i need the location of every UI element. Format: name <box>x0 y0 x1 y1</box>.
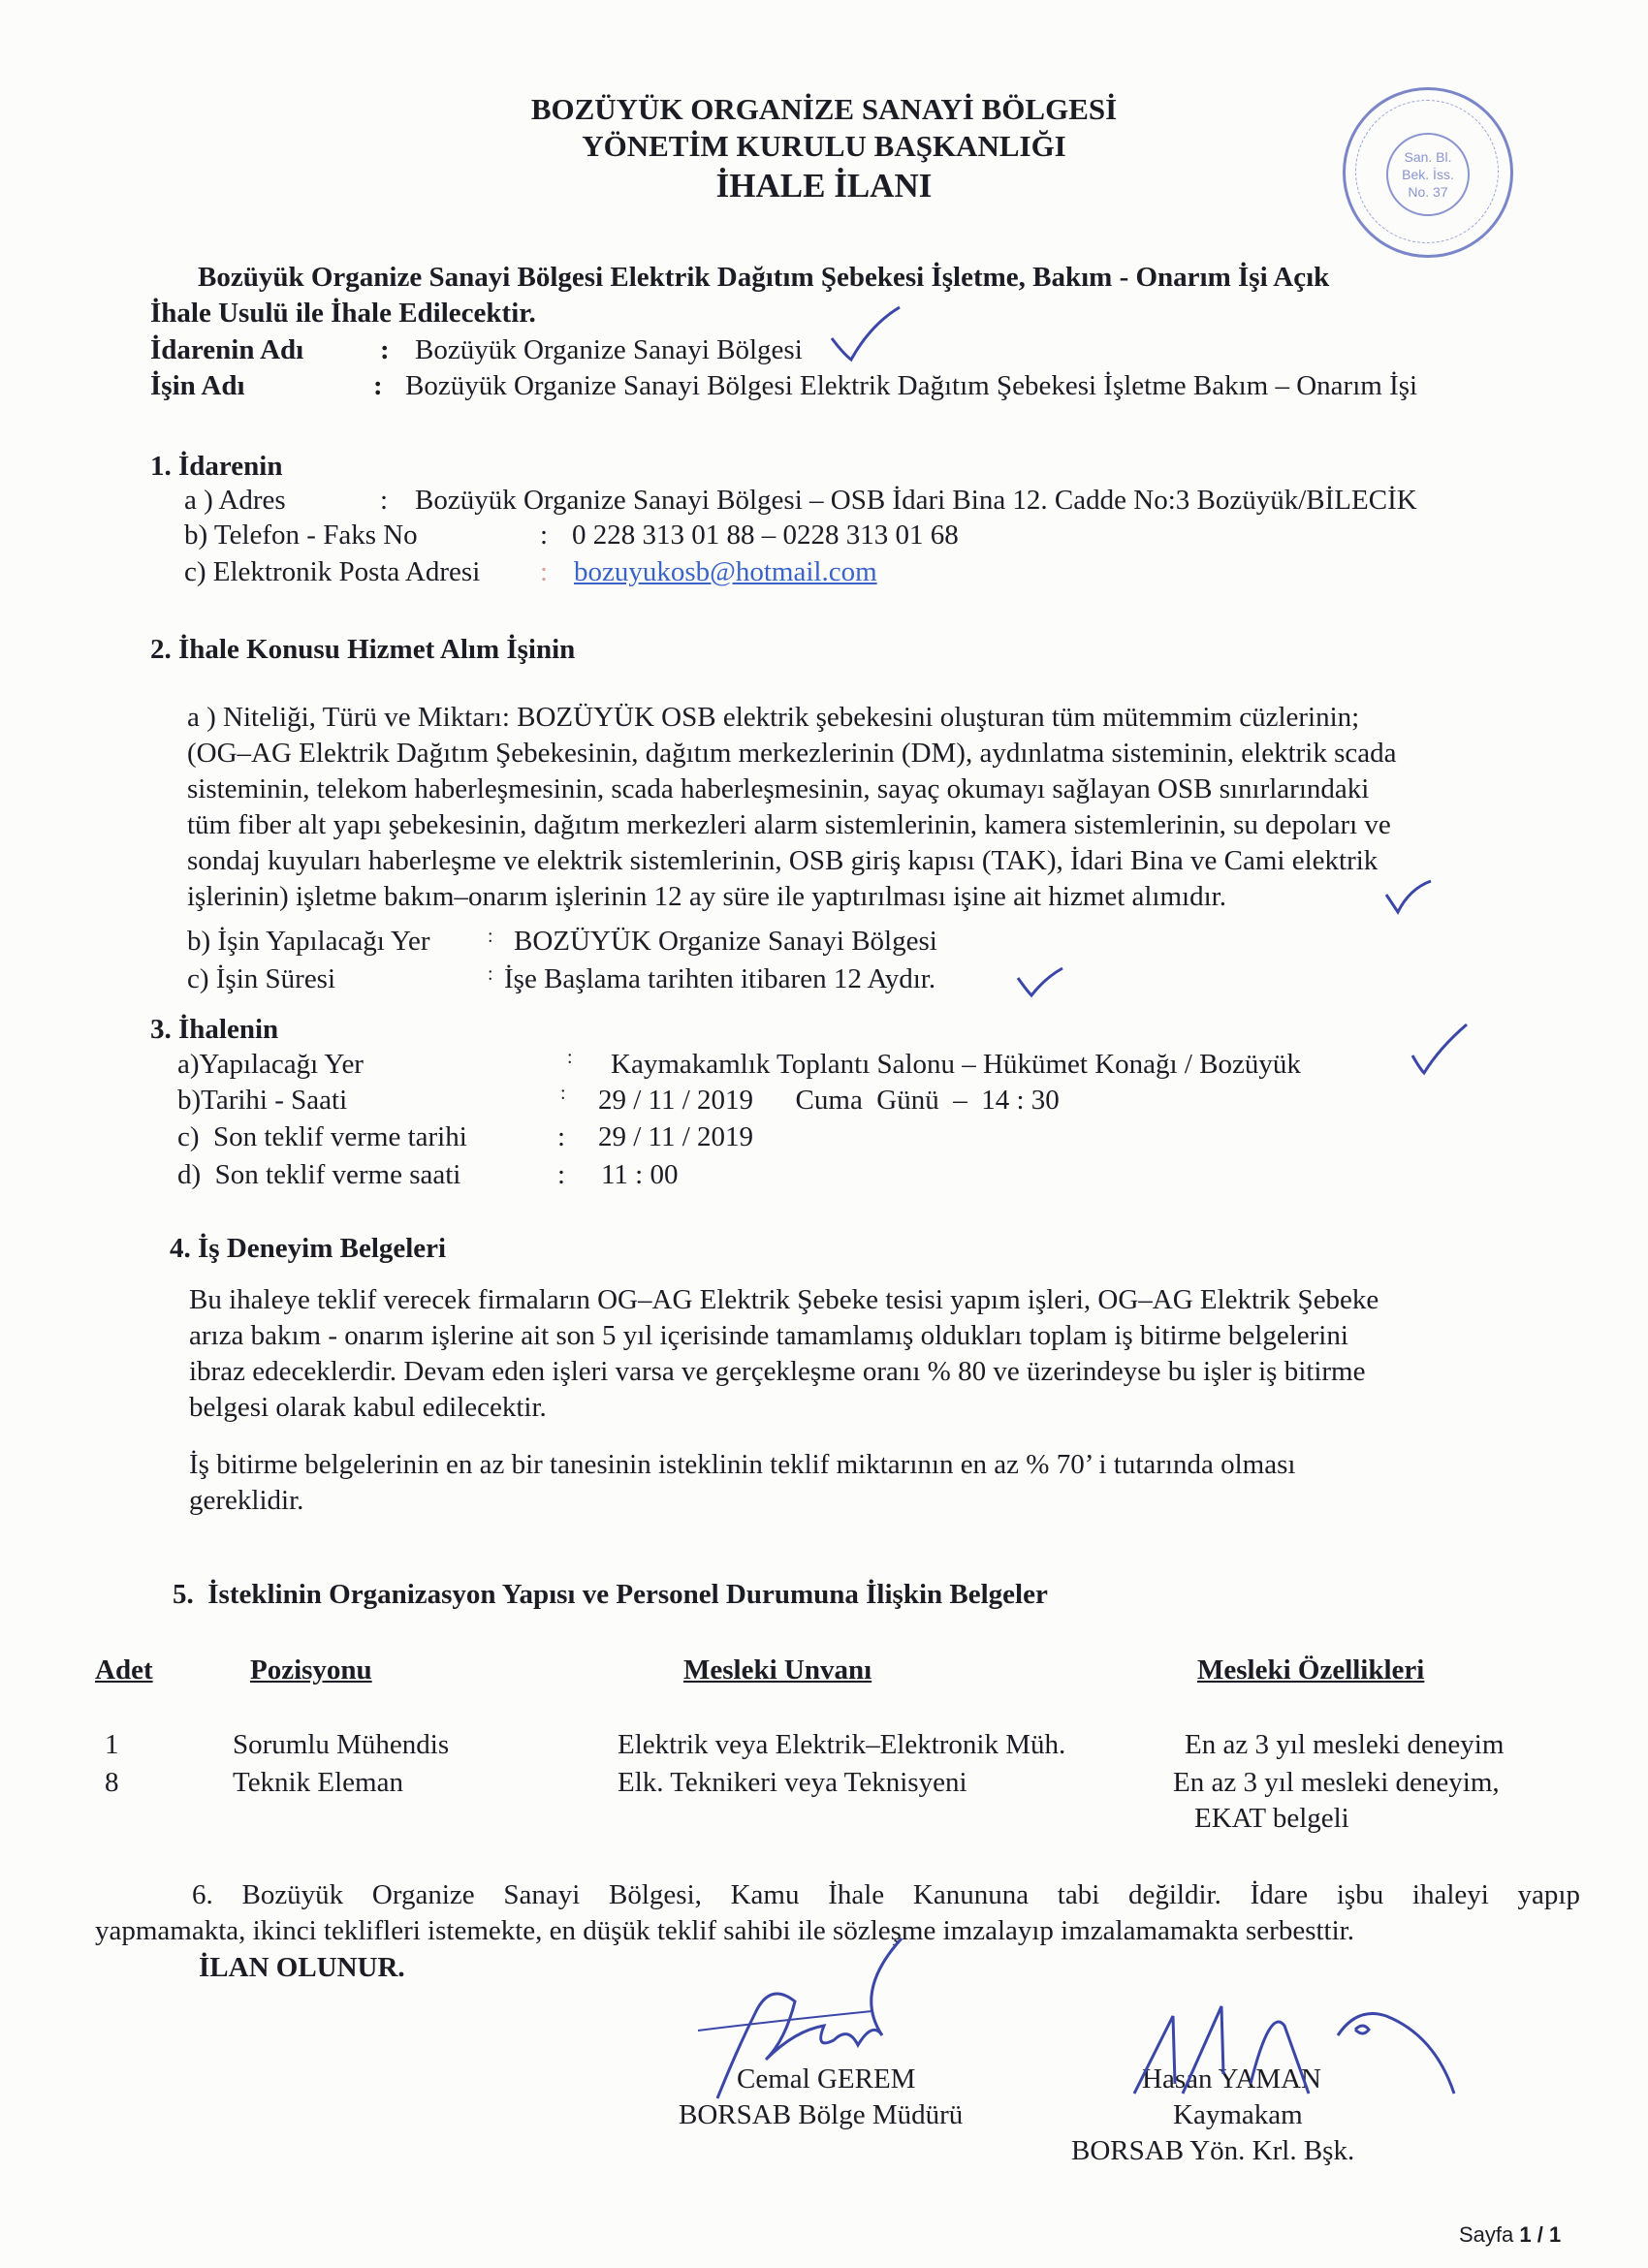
section-4-line: Bu ihaleye teklif verecek firmaların OG–AG Elektrik Şebeke tesisi yapım işleri, OG–AG Elektrik Şebeke <box>189 1284 1379 1315</box>
email-label: c) Elektronik Posta Adresi <box>184 556 481 587</box>
ihale-yer-label: a)Yapılacağı Yer <box>177 1049 364 1080</box>
section-4-line: ibraz edeceklerdir. Devam eden işleri varsa ve gerçekleşme oranı % 80 ve üzerindeyse bu işler iş bitirme <box>189 1356 1366 1387</box>
col-pozisyon: Pozisyonu <box>250 1654 372 1685</box>
header-line-1: BOZÜYÜK ORGANİZE SANAYİ BÖLGESİ <box>530 92 1118 126</box>
yer-colon: : <box>488 926 493 947</box>
checkmark-icon <box>1384 877 1433 916</box>
signatory-title: Kaymakam <box>1173 2099 1303 2130</box>
table-cell-pozisyon: Teknik Eleman <box>233 1767 403 1798</box>
intro-line-1: Bozüyük Organize Sanayi Bölgesi Elektrik Dağıtım Şebekesi İşletme, Bakım - Onarım İşi Açık <box>198 262 1330 293</box>
page-label: Sayfa <box>1459 2222 1520 2247</box>
signature-icon <box>679 1934 911 2108</box>
section-2-paragraph <box>187 700 1580 915</box>
signatory-name: Cemal GEREM <box>737 2063 916 2095</box>
page-number <box>1459 2222 1561 2248</box>
signatory-title: BORSAB Bölge Müdürü <box>679 2099 964 2130</box>
checkmark-icon <box>1410 1023 1469 1076</box>
section-2-line: tüm fiber alt yapı şebekesinin, dağıtım merkezleri alarm sistemlerinin, kamera sistemlerinin, su depoları ve <box>187 809 1391 840</box>
is-value: Bozüyük Organize Sanayi Bölgesi Elektrik Dağıtım Şebekesi İşletme Bakım – Onarım İşi <box>405 370 1418 401</box>
son-teklif-saat-value: 11 : 00 <box>601 1159 679 1190</box>
sure-colon: : <box>488 963 493 985</box>
section-5-title: 5. İsteklinin Organizasyon Yapısı ve Personel Durumuna İlişkin Belgeler <box>173 1579 1048 1610</box>
telefon-value: 0 228 313 01 88 – 0228 313 01 68 <box>572 520 959 551</box>
adres-label: a ) Adres <box>184 485 286 516</box>
col-adet: Adet <box>95 1654 153 1685</box>
son-teklif-saat-colon: : <box>557 1159 566 1190</box>
idare-label: İdarenin Adı <box>150 334 304 365</box>
table-cell-adet: 8 <box>105 1767 119 1798</box>
is-label: İşin Adı <box>150 370 245 401</box>
table-cell-pozisyon: Sorumlu Mühendis <box>233 1729 450 1760</box>
adres-value: Bozüyük Organize Sanayi Bölgesi – OSB İdari Bina 12. Cadde No:3 Bozüyük/BİLECİK <box>415 485 1417 516</box>
section-4-line: arıza bakım - onarım işlerine ait son 5 yıl içerisinde tamamlamış oldukları toplam iş bitirme belgelerini <box>189 1320 1348 1351</box>
header-line-2: YÖNETİM KURULU BAŞKANLIĞI <box>582 129 1066 163</box>
idare-value: Bozüyük Organize Sanayi Bölgesi <box>415 334 803 365</box>
sure-label: c) İşin Süresi <box>187 963 336 994</box>
closing-text: İLAN OLUNUR. <box>199 1952 405 1983</box>
official-stamp-icon <box>1343 87 1513 258</box>
section-6-line: yapmamakta, ikinci teklifleri istemekte, en düşük teklif sahibi ile sözleşme imzalayıp imzalamamakta serbesttir. <box>95 1915 1354 1946</box>
tarih-value: 29 / 11 / 2019 Cuma Günü – 14 : 30 <box>598 1085 1060 1116</box>
section-2-line: işlerinin) işletme bakım–onarım işlerinin 12 ay süre ile yaptırılması işine ait hizmet alımıdır. <box>187 881 1226 912</box>
table-cell-adet: 1 <box>105 1729 119 1760</box>
telefon-label: b) Telefon - Faks No <box>184 520 418 551</box>
section-2-line: a ) Niteliği, Türü ve Miktarı: BOZÜYÜK OSB elektrik şebekesini oluşturan tüm mütemmim cüzlerinin; <box>187 702 1360 733</box>
checkmark-icon <box>1016 964 1064 999</box>
idare-colon: : <box>380 334 390 365</box>
tarih-label: b)Tarihi - Saati <box>177 1085 348 1116</box>
section-2-title: 2. İhale Konusu Hizmet Alım İşinin <box>150 634 576 665</box>
section-2-line: sondaj kuyuları haberleşme ve elektrik sistemlerinin, OSB giriş kapısı (TAK), İdari Bina ve Cami elektrik <box>187 845 1379 876</box>
tarih-colon: : <box>560 1083 566 1104</box>
section-4-line: gereklidir. <box>189 1485 304 1516</box>
section-2-line: sisteminin, telekom haberleşmesinin, scada haberleşmesinin, sayaç okumayı sağlayan OSB sınırlarındaki <box>187 773 1370 804</box>
adres-colon: : <box>380 485 389 516</box>
page-title: İHALE İLANI <box>715 167 933 205</box>
section-3-title: 3. İhalenin <box>150 1014 279 1045</box>
col-unvan: Mesleki Unvanı <box>683 1654 872 1685</box>
stamp-text: No. 37 <box>1408 184 1448 200</box>
email-link[interactable]: bozuyukosb@hotmail.com <box>574 556 877 587</box>
checkmark-icon <box>824 305 902 363</box>
ihale-yer-colon: : <box>567 1047 573 1068</box>
section-2-line: (OG–AG Elektrik Dağıtım Şebekesinin, dağıtım merkezlerinin (DM), aydınlatma sisteminin, elektrik scada <box>187 738 1397 769</box>
is-colon: : <box>373 370 383 401</box>
email-colon: : <box>540 556 549 587</box>
son-teklif-tarih-label: c) Son teklif verme tarihi <box>177 1121 467 1152</box>
son-teklif-tarih-colon: : <box>557 1121 566 1152</box>
signatory-name: Hasan YAMAN <box>1142 2063 1321 2095</box>
intro-line-2: İhale Usulü ile İhale Edilecektir. <box>150 298 536 329</box>
sure-value: İşe Başlama tarihten itibaren 12 Aydır. <box>504 963 936 994</box>
page-value: 1 / 1 <box>1519 2222 1562 2247</box>
ihale-yer-value: Kaymakamlık Toplantı Salonu – Hükümet Konağı / Bozüyük <box>611 1049 1301 1080</box>
col-ozellik: Mesleki Özellikleri <box>1197 1654 1425 1685</box>
telefon-colon: : <box>540 520 549 551</box>
section-1-title: 1. İdarenin <box>150 451 283 482</box>
section-4-line: İş bitirme belgelerinin en az bir tanesinin isteklinin teklif miktarının en az % 70’ i tutarında olması <box>189 1449 1296 1480</box>
table-cell-ozellik: En az 3 yıl mesleki deneyim <box>1185 1729 1505 1760</box>
son-teklif-tarih-value: 29 / 11 / 2019 <box>598 1121 754 1152</box>
table-cell-ozellik: En az 3 yıl mesleki deneyim, <box>1173 1767 1500 1798</box>
yer-label: b) İşin Yapılacağı Yer <box>187 926 430 957</box>
stamp-text: Bek. İss. <box>1402 167 1454 182</box>
table-cell-ozellik-2: EKAT belgeli <box>1194 1803 1349 1834</box>
signatory-title: BORSAB Yön. Krl. Bşk. <box>1071 2135 1355 2166</box>
section-6-line: 6. Bozüyük Organize Sanayi Bölgesi, Kamu İhale Kanununa tabi değildir. İdare işbu ihaleyi yapıp <box>192 1879 1580 1910</box>
son-teklif-saat-label: d) Son teklif verme saati <box>177 1159 461 1190</box>
yer-value: BOZÜYÜK Organize Sanayi Bölgesi <box>514 926 937 957</box>
table-cell-unvan: Elektrik veya Elektrik–Elektronik Müh. <box>618 1729 1066 1760</box>
section-4-paragraph-1 <box>189 1282 1580 1426</box>
stamp-text: San. Bl. <box>1404 149 1452 165</box>
section-4-line: belgesi olarak kabul edilecektir. <box>189 1392 547 1423</box>
table-cell-unvan: Elk. Teknikeri veya Teknisyeni <box>618 1767 967 1798</box>
section-4-paragraph-2 <box>189 1447 1580 1519</box>
signature-icon <box>1115 1987 1464 2103</box>
section-4-title: 4. İş Deneyim Belgeleri <box>170 1233 447 1264</box>
